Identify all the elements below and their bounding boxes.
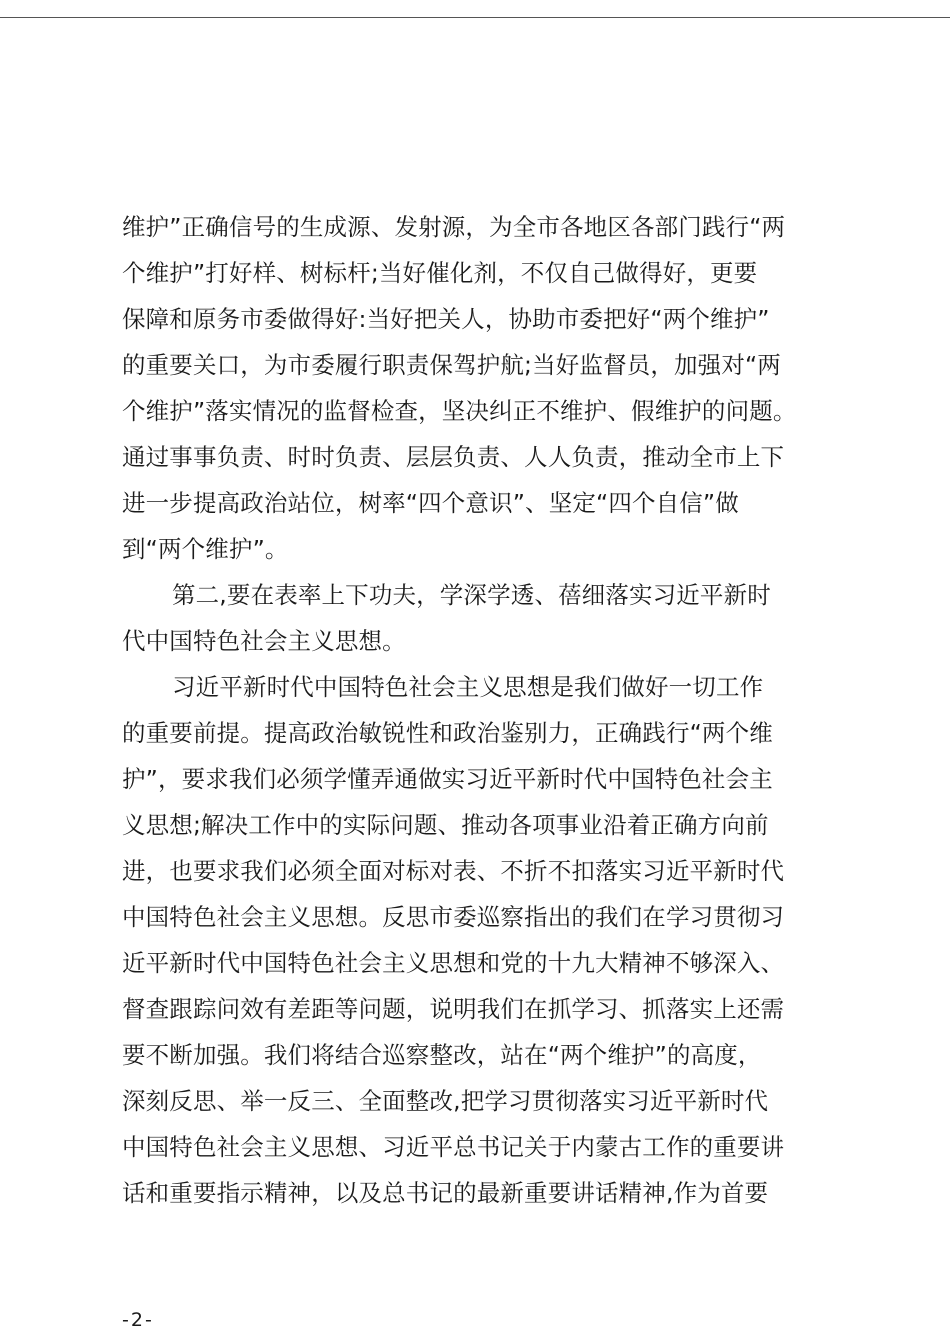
header-rule [0, 17, 950, 18]
text-line: 近平新时代中国特色社会主义思想和党的十九大精神不够深入、 [122, 949, 785, 977]
text-line: 护”，要求我们必须学懂弄通做实习近平新时代中国特色社会主 [122, 765, 773, 793]
text-line: 个维护”落实情况的监督检查，坚决纠正不维护、假维护的问题。 [122, 397, 797, 425]
text-line: 深刻反思、举一反三、全面整改,把学习贯彻落实习近平新时代 [122, 1087, 769, 1115]
paragraph-first-line: 第二,要在表率上下功夫，学深学透、蓓细落实习近平新时 [172, 581, 771, 609]
text-line: 进一步提高政治站位，树率“四个意识”、坚定“四个自信”做 [122, 489, 739, 517]
text-line: 中国特色社会主义思想、习近平总书记关于内蒙古工作的重要讲 [122, 1133, 785, 1161]
text-line: 话和重要指示精神，以及总书记的最新重要讲话精神,作为首要 [122, 1179, 769, 1207]
text-line: 个维护”打好样、树标杆;当好催化剂，不仅自己做得好，更要 [122, 259, 758, 287]
document-body [122, 204, 862, 1216]
page-number: -2- [122, 1309, 154, 1331]
text-line: 义思想;解决工作中的实际问题、推动各项事业沿着正确方向前 [122, 811, 769, 839]
text-line: 维护”正确信号的生成源、发射源，为全市各地区各部门践行“两 [122, 213, 786, 241]
paragraph-first-line: 习近平新时代中国特色社会主义思想是我们做好一切工作 [172, 673, 764, 701]
text-line: 督查跟踪问效有差距等问题，说明我们在抓学习、抓落实上还需 [122, 995, 785, 1023]
text-line: 的重要前提。提高政治敏锐性和政治鉴别力，正确践行“两个维 [122, 719, 773, 747]
text-line: 通过事事负责、时时负责、层层负责、人人负责，推动全市上下 [122, 443, 785, 471]
text-line: 代中国特色社会主义思想。 [122, 627, 406, 655]
text-line: 保障和原务市委做得好:当好把关人，协助市委把好“两个维护” [122, 305, 770, 333]
text-line: 中国特色社会主义思想。反思市委巡察指出的我们在学习贯彻习 [122, 903, 785, 931]
text-line: 进，也要求我们必须全面对标对表、不折不扣落实习近平新时代 [122, 857, 785, 885]
text-line: 的重要关口，为市委履行职责保驾护航;当好监督员，加强对“两 [122, 351, 781, 379]
text-line: 要不断加强。我们将结合巡察整改，站在“两个维护”的高度， [122, 1041, 762, 1069]
text-line: 到“两个维护”。 [122, 535, 289, 563]
